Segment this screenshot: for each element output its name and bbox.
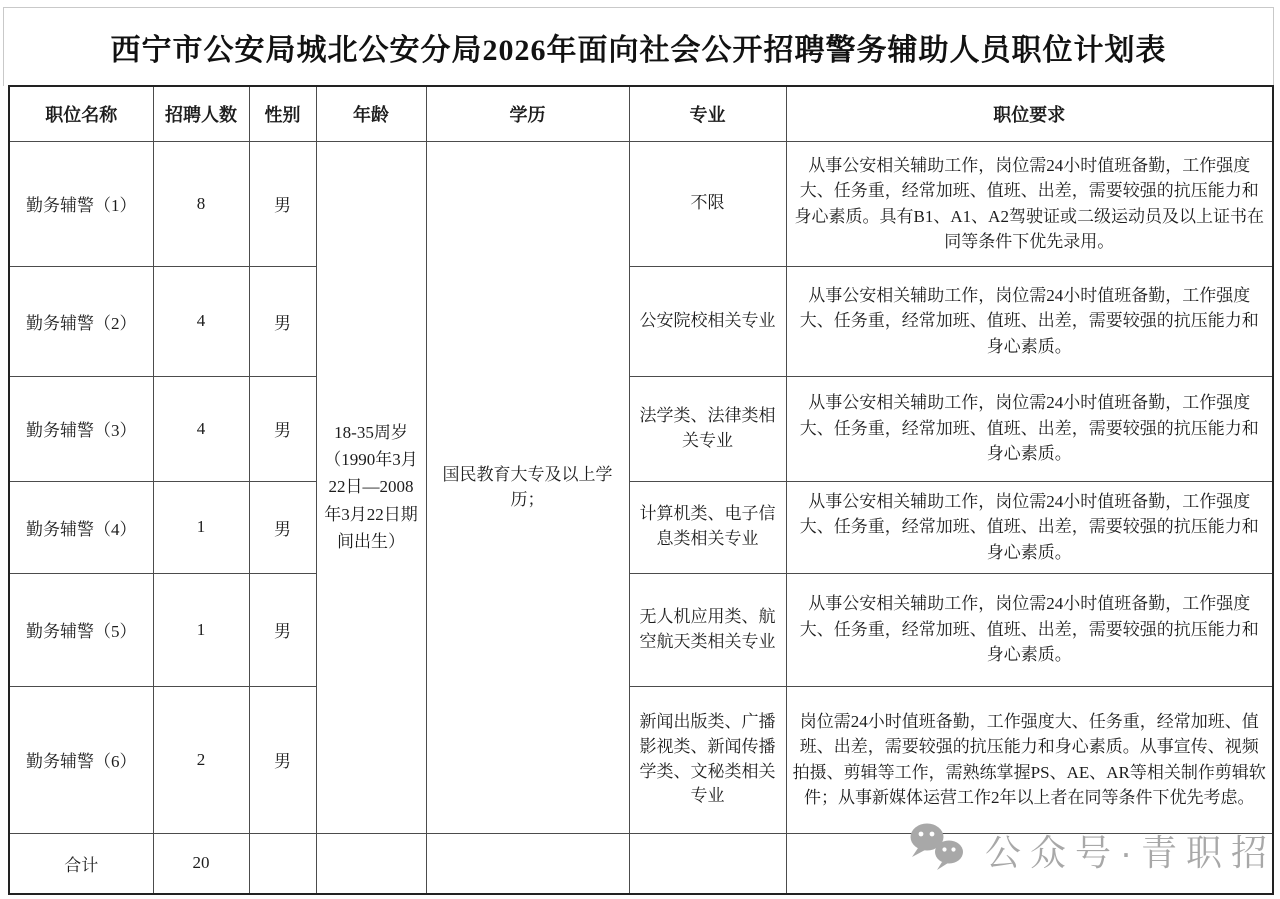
cell-count: 4 bbox=[153, 266, 249, 376]
cell-count: 8 bbox=[153, 141, 249, 266]
wechat-icon bbox=[905, 822, 969, 879]
table-row bbox=[9, 376, 1273, 481]
page-title: 西宁市公安局城北公安分局2026年面向社会公开招聘警务辅助人员职位计划表 bbox=[110, 34, 1167, 67]
cell-gender: 男 bbox=[249, 141, 316, 266]
cell-requirements: 从事公安相关辅助工作，岗位需24小时值班备勤，工作强度大、任务重，经常加班、值班、出差，需要较强的抗压能力和身心素质。 bbox=[786, 376, 1273, 481]
cell-position: 勤务辅警（5） bbox=[9, 573, 153, 686]
cell-position: 勤务辅警（4） bbox=[9, 481, 153, 573]
col-header-education: 学历 bbox=[426, 86, 629, 141]
col-header-requirements: 职位要求 bbox=[786, 86, 1273, 141]
cell-requirements: 岗位需24小时值班备勤，工作强度大、任务重，经常加班、值班、出差，需要较强的抗压能力和身心素质。从事宣传、视频拍摄、剪辑等工作，需熟练掌握PS、AE、AR等相关制作剪辑软件；从事新媒体运营工作2年以上者在同等条件下优先考虑。 bbox=[786, 686, 1273, 833]
col-header-position: 职位名称 bbox=[9, 86, 153, 141]
title-frame bbox=[3, 7, 1274, 86]
cell-count: 1 bbox=[153, 481, 249, 573]
cell-count: 4 bbox=[153, 376, 249, 481]
cell-requirements: 从事公安相关辅助工作，岗位需24小时值班备勤，工作强度大、任务重，经常加班、值班、出差，需要较强的抗压能力和身心素质。 bbox=[786, 266, 1273, 376]
cell-gender: 男 bbox=[249, 573, 316, 686]
watermark bbox=[905, 822, 1276, 878]
total-label: 合计 bbox=[9, 833, 153, 894]
cell-major: 无人机应用类、航空航天类相关专业 bbox=[629, 573, 786, 686]
header-row bbox=[9, 86, 1273, 141]
cell-gender: 男 bbox=[249, 266, 316, 376]
cell-requirements: 从事公安相关辅助工作，岗位需24小时值班备勤，工作强度大、任务重，经常加班、值班、出差，需要较强的抗压能力和身心素质。 bbox=[786, 573, 1273, 686]
cell-count: 2 bbox=[153, 686, 249, 833]
cell-major: 不限 bbox=[629, 141, 786, 266]
col-header-age: 年龄 bbox=[316, 86, 426, 141]
cell-major: 法学类、法律类相关专业 bbox=[629, 376, 786, 481]
cell-count: 1 bbox=[153, 573, 249, 686]
total-count: 20 bbox=[153, 833, 249, 894]
cell-gender: 男 bbox=[249, 481, 316, 573]
cell-requirements: 从事公安相关辅助工作，岗位需24小时值班备勤，工作强度大、任务重，经常加班、值班、出差，需要较强的抗压能力和身心素质。具有B1、A1、A2驾驶证或二级运动员及以上证书在同等条件下优先录用。 bbox=[786, 141, 1273, 266]
total-empty-gender bbox=[249, 833, 316, 894]
job-plan-table bbox=[8, 85, 1274, 895]
col-header-major: 专业 bbox=[629, 86, 786, 141]
total-empty-major bbox=[629, 833, 786, 894]
cell-age-merged: 18-35周岁（1990年3月22日—2008年3月22日期间出生） bbox=[316, 141, 426, 833]
cell-position: 勤务辅警（2） bbox=[9, 266, 153, 376]
cell-major: 计算机类、电子信息类相关专业 bbox=[629, 481, 786, 573]
total-empty-education bbox=[426, 833, 629, 894]
watermark-text: 公众号·青职招 bbox=[985, 831, 1276, 873]
table-row bbox=[9, 686, 1273, 833]
cell-position: 勤务辅警（6） bbox=[9, 686, 153, 833]
col-header-gender: 性别 bbox=[249, 86, 316, 141]
cell-major: 公安院校相关专业 bbox=[629, 266, 786, 376]
cell-position: 勤务辅警（1） bbox=[9, 141, 153, 266]
cell-education-merged: 国民教育大专及以上学历； bbox=[426, 141, 629, 833]
cell-major: 新闻出版类、广播影视类、新闻传播学类、文秘类相关专业 bbox=[629, 686, 786, 833]
cell-requirements: 从事公安相关辅助工作，岗位需24小时值班备勤，工作强度大、任务重，经常加班、值班、出差，需要较强的抗压能力和身心素质。 bbox=[786, 481, 1273, 573]
total-empty-age bbox=[316, 833, 426, 894]
cell-position: 勤务辅警（3） bbox=[9, 376, 153, 481]
cell-gender: 男 bbox=[249, 376, 316, 481]
table-row bbox=[9, 573, 1273, 686]
cell-gender: 男 bbox=[249, 686, 316, 833]
col-header-count: 招聘人数 bbox=[153, 86, 249, 141]
table-row bbox=[9, 481, 1273, 573]
table-row bbox=[9, 266, 1273, 376]
table-row bbox=[9, 141, 1273, 266]
